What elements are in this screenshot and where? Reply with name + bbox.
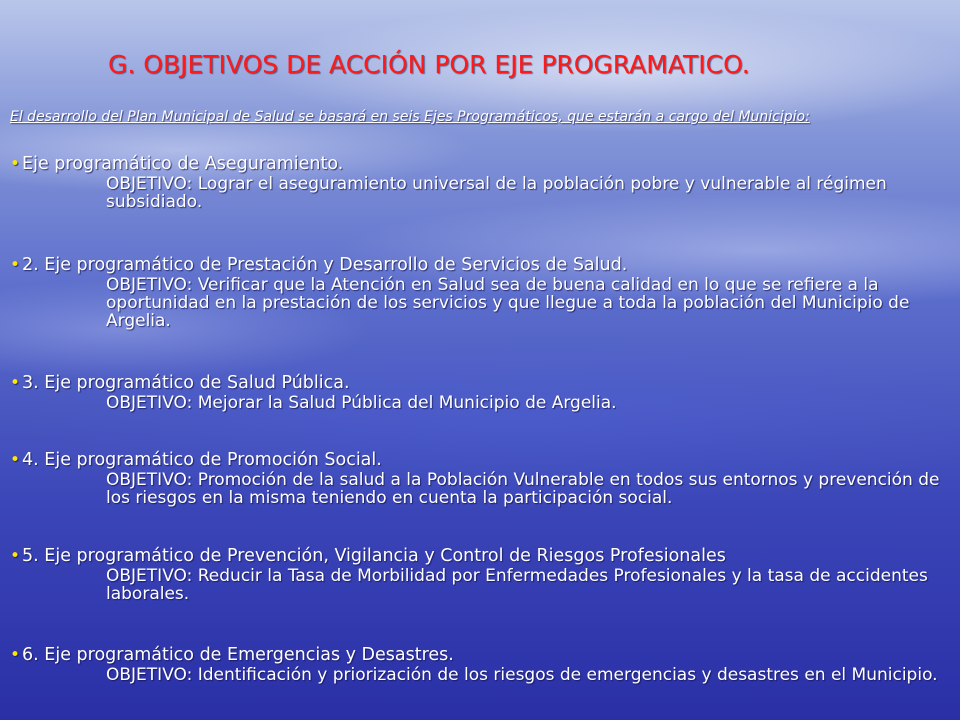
bullet-icon: • <box>10 154 21 174</box>
axis-objective: OBJETIVO: Reducir la Tasa de Morbilidad por Enfermedades Profesionales y la tasa de accidentes laborales. <box>106 566 928 604</box>
axis-heading-text: 6. Eje programático de Emergencias y Desastres. <box>22 645 454 665</box>
axis-heading-text: 4. Eje programático de Promoción Social. <box>22 450 382 470</box>
axis-objective: OBJETIVO: Identificación y priorización de los riesgos de emergencias y desastres en el Municipio. <box>106 665 938 685</box>
axis-item-5 <box>10 545 950 603</box>
bullet-icon: • <box>10 255 21 275</box>
axis-item-1 <box>10 153 950 211</box>
axis-objective: OBJETIVO: Mejorar la Salud Pública del Municipio de Argelia. <box>106 393 617 413</box>
axis-heading <box>10 254 950 276</box>
axis-objective: OBJETIVO: Lograr el aseguramiento universal de la población pobre y vulnerable al régimen subsidiado. <box>106 174 887 212</box>
axis-heading <box>10 372 950 394</box>
axis-heading <box>10 449 950 471</box>
bullet-icon: • <box>10 450 21 470</box>
axis-item-4 <box>10 449 950 507</box>
intro-text: El desarrollo del Plan Municipal de Salud se basará en seis Ejes Programáticos, que estarán a cargo del Municipio: <box>10 109 810 125</box>
axis-item-2 <box>10 254 950 330</box>
axis-heading-text: 3. Eje programático de Salud Pública. <box>22 373 350 393</box>
axis-heading <box>10 545 950 567</box>
bullet-icon: • <box>10 546 21 566</box>
axis-heading-text: Eje programático de Aseguramiento. <box>22 154 344 174</box>
axis-heading <box>10 153 950 175</box>
axis-objective: OBJETIVO: Verificar que la Atención en Salud sea de buena calidad en lo que se refiere a la oportunidad en la prestación de los servicios y que llegue a toda la población del Municipio de Argelia. <box>106 275 910 331</box>
axis-heading-text: 2. Eje programático de Prestación y Desarrollo de Servicios de Salud. <box>22 255 628 275</box>
bullet-icon: • <box>10 373 21 393</box>
axis-objective: OBJETIVO: Promoción de la salud a la Población Vulnerable en todos sus entornos y prevención de los riesgos en la misma teniendo en cuenta la participación social. <box>106 470 940 508</box>
axis-item-3 <box>10 372 950 412</box>
axis-heading <box>10 644 950 666</box>
bullet-icon: • <box>10 645 21 665</box>
slide-title: G. OBJETIVOS DE ACCIÓN POR EJE PROGRAMATICO. <box>108 50 750 79</box>
axis-item-6 <box>10 644 950 684</box>
axis-heading-text: 5. Eje programático de Prevención, Vigilancia y Control de Riesgos Profesionales <box>22 546 726 566</box>
